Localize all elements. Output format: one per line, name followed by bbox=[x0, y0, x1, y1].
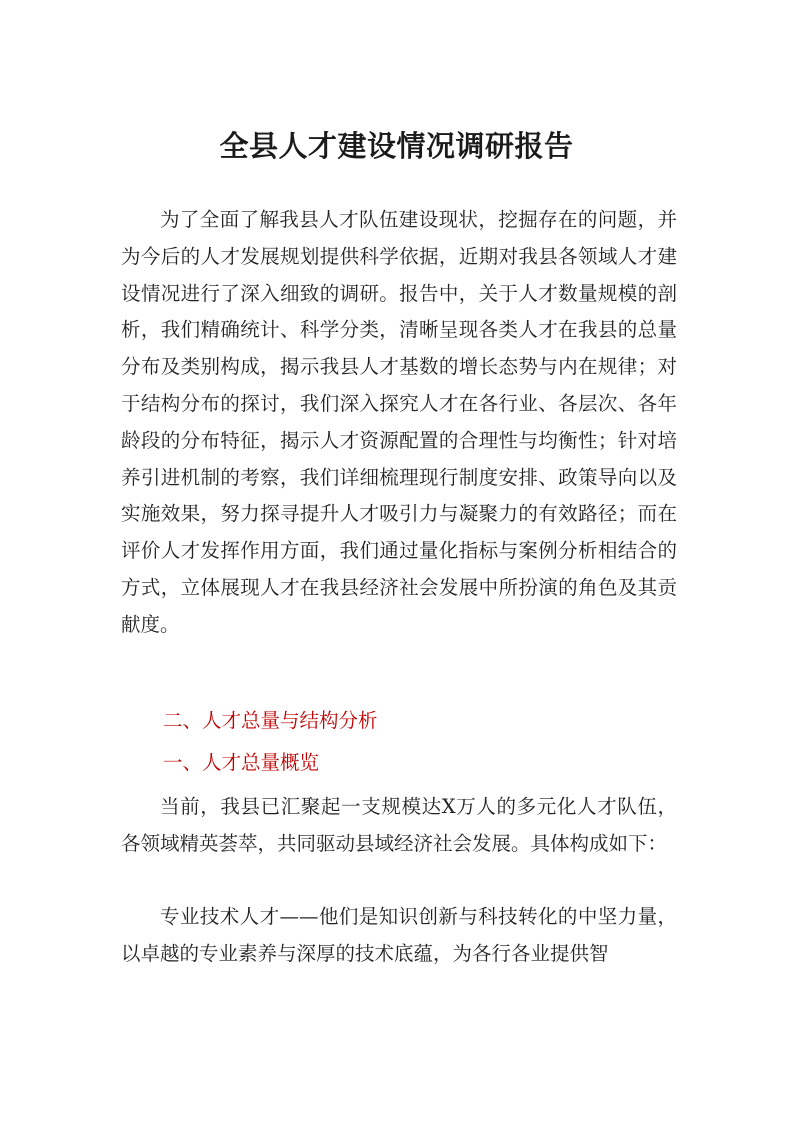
subsection-heading-talent-overview: 一、人才总量概览 bbox=[163, 751, 320, 774]
intro-paragraph: 为了全面了解我县人才队伍建设现状，挖掘存在的问题，并为今后的人才发展规划提供科学依据，近期对我县各领域人才建设情况进行了深入细致的调研。报告中，关于人才数量规模的剖析，我们精确统计、科学分类，清晰呈现各类人才在我县的总量分布及类别构成，揭示我县人才基数的增长态势与内在规律；对于结构分布的探讨，我们深入探究人才在各行业、各层次、各年龄段的分布特征，揭示人才资源配置的合理性与均衡性；针对培养引进机制的考察，我们详细梳理现行制度安排、政策导向以及实施效果，努力探寻提升人才吸引力与凝聚力的有效路径；而在评价人才发挥作用方面，我们通过量化指标与案例分析相结合的方式，立体展现人才在我县经济社会发展中所扮演的角色及其贡献度。 bbox=[121, 208, 677, 636]
professional-talent-paragraph: 专业技术人才——他们是知识创新与科技转化的中坚力量，以卓越的专业素养与深厚的技术底蕴，为各行各业提供智 bbox=[121, 905, 677, 965]
document-title: 全县人才建设情况调研报告 bbox=[219, 129, 574, 163]
overview-paragraph: 当前，我县已汇聚起一支规模达X万人的多元化人才队伍，各领域精英荟萃，共同驱动县域经济社会发展。具体构成如下： bbox=[121, 795, 677, 855]
section-heading-talent-analysis: 二、人才总量与结构分析 bbox=[163, 709, 378, 732]
